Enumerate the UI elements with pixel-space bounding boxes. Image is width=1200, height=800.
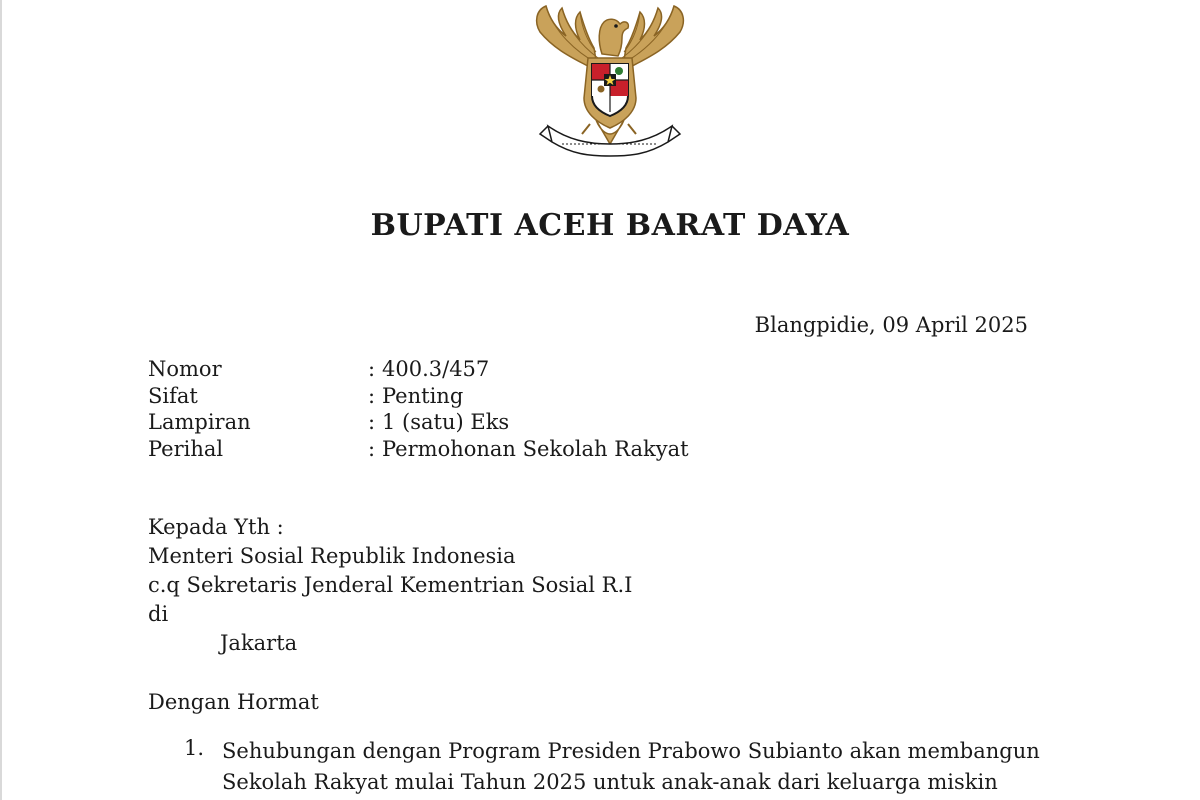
salutation: Dengan Hormat xyxy=(148,690,319,714)
meta-row-sifat xyxy=(148,384,689,411)
addressee-recipient: Menteri Sosial Republik Indonesia xyxy=(148,544,516,568)
meta-separator: : xyxy=(368,410,376,434)
paragraph-line: Sekolah Rakyat mulai Tahun 2025 untuk anak-anak dari keluarga miskin xyxy=(222,770,998,794)
meta-value: Penting xyxy=(382,383,464,408)
meta-separator: : xyxy=(368,436,376,461)
addressee-greeting: Kepada Yth : xyxy=(148,515,284,539)
addressee-block xyxy=(148,515,632,660)
paragraph-line: Sehubungan dengan Program Presiden Prabowo Subianto akan membangun xyxy=(222,739,1040,763)
meta-row-nomor xyxy=(148,357,689,384)
meta-separator: : xyxy=(368,383,376,408)
paragraph-number: 1. xyxy=(184,736,205,760)
garuda-emblem-icon xyxy=(528,2,692,162)
meta-label: Lampiran xyxy=(148,410,251,434)
meta-label: Nomor xyxy=(148,357,222,381)
meta-row-perihal xyxy=(148,437,689,464)
paragraph-body xyxy=(222,736,1046,798)
letter-meta xyxy=(148,357,689,463)
addressee-cq: c.q Sekretaris Jenderal Kementrian Sosial R.I xyxy=(148,573,633,597)
addressee-di: di xyxy=(148,602,169,626)
meta-value: 400.3/457 xyxy=(382,357,490,381)
meta-row-lampiran xyxy=(148,410,689,437)
meta-label: Perihal xyxy=(148,436,224,461)
paragraph-1 xyxy=(184,736,1046,798)
meta-value: 1 (satu) Eks xyxy=(382,410,510,434)
meta-label: Sifat xyxy=(148,383,198,408)
letter-date: Blangpidie, 09 April 2025 xyxy=(754,313,1028,337)
meta-value: Permohonan Sekolah Rakyat xyxy=(382,436,689,461)
letterhead-title: BUPATI ACEH BARAT DAYA xyxy=(370,208,850,243)
meta-separator: : xyxy=(368,357,376,381)
addressee-city: Jakarta xyxy=(220,631,298,655)
page-edge xyxy=(0,0,2,800)
